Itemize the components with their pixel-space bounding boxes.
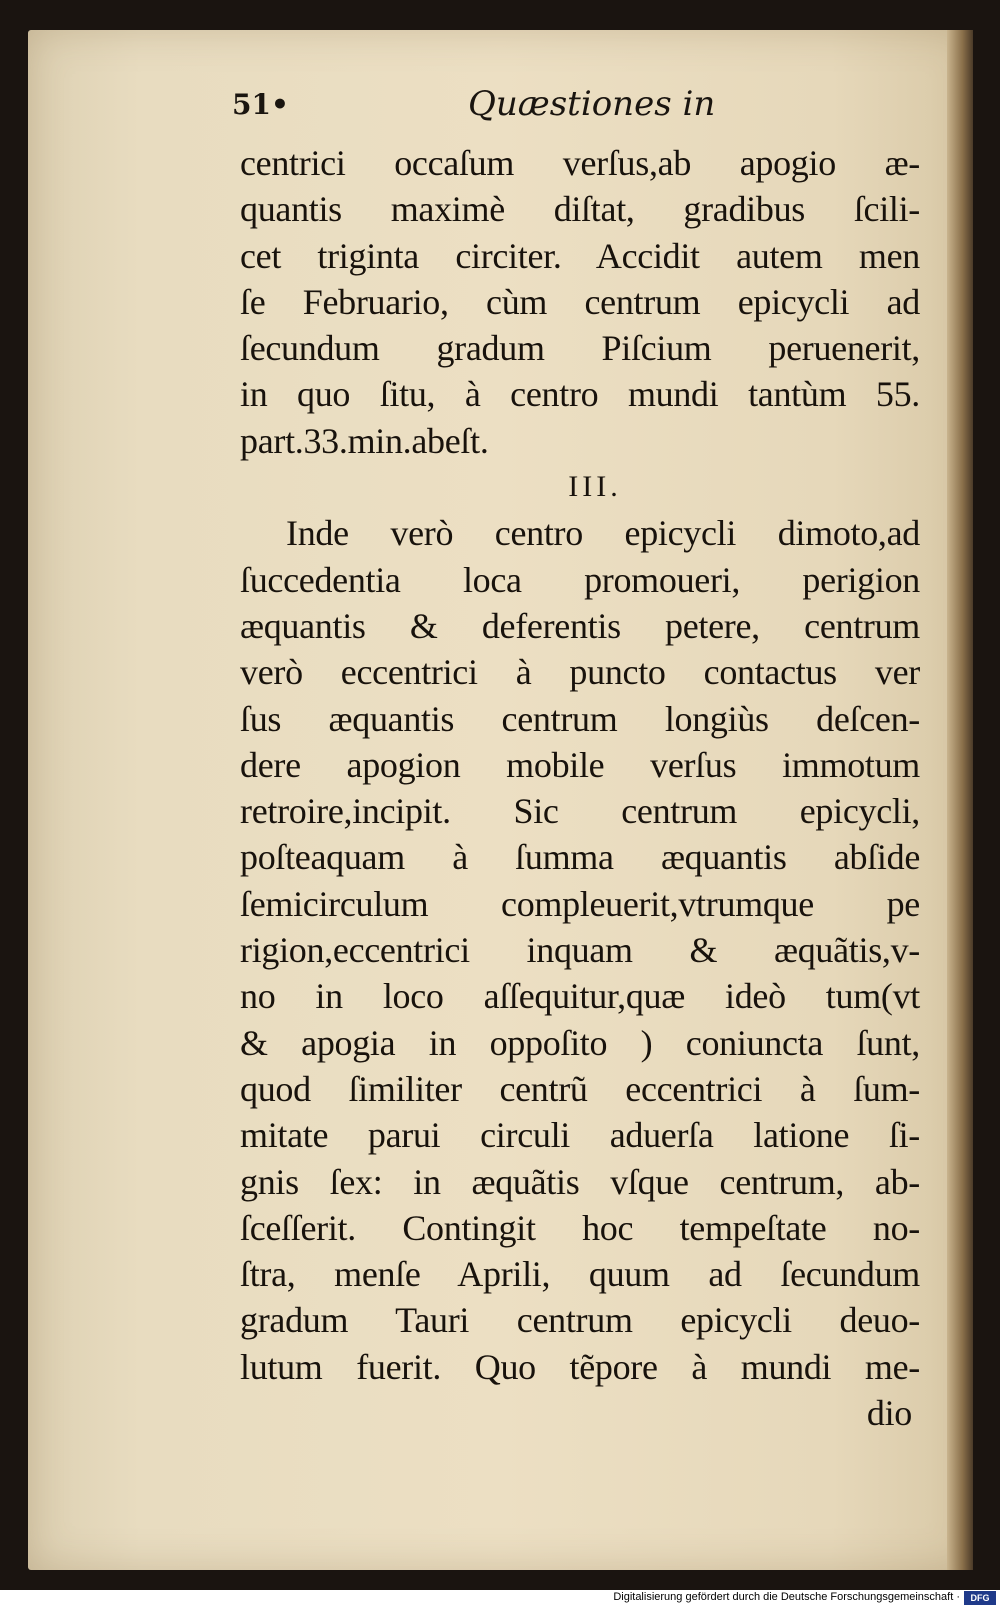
text-line: Inde verò centro epicycli dimoto,ad	[286, 513, 920, 554]
text-line: gnis ſex: in æquãtis vſque centrum, ab-	[240, 1161, 920, 1202]
text-line: ſecundum gradum Piſcium peruenerit,	[240, 328, 920, 369]
text-line: poſteaquam à ſumma æquantis abſide	[240, 837, 920, 878]
text-line: rigion,eccentrici inquam & æquãtis,v-	[240, 930, 920, 971]
text-line: part.33.min.abeſt.	[240, 420, 489, 461]
text-line: verò eccentrici à puncto contactus ver	[240, 652, 920, 693]
text-line: gradum Tauri centrum epicycli deuo-	[240, 1300, 920, 1341]
body-text	[240, 140, 920, 1436]
text-line: mitate parui circuli aduerſa latione ſi-	[240, 1115, 920, 1156]
text-line: cet triginta circiter. Accidit autem men	[240, 235, 920, 276]
text-line: no in loco aſſequitur,quæ ideò tum(vt	[240, 976, 920, 1017]
text-line: quod ſimiliter centrũ eccentrici à ſum-	[240, 1068, 920, 1109]
page-header	[232, 84, 932, 138]
text-line: ſe Februario, cùm centrum epicycli ad	[240, 281, 920, 322]
footer-credit: Digitalisierung gefördert durch die Deutsche Forschungsgemeinschaft ·	[613, 1591, 960, 1603]
page-number: 51•	[232, 88, 289, 121]
dfg-logo: DFG	[964, 1591, 996, 1605]
text-line: ſceſſerit. Contingit hoc tempeſtate no-	[240, 1207, 920, 1248]
text-line: ſus æquantis centrum longiùs deſcen-	[240, 698, 920, 739]
text-line: centrici occaſum verſus,ab apogio æ-	[240, 143, 920, 183]
text-line: ſtra, menſe Aprili, quum ad ſecundum	[240, 1254, 920, 1295]
text-line: quantis maximè diſtat, gradibus ſcili-	[240, 189, 920, 230]
text-line: dere apogion mobile verſus immotum	[240, 744, 920, 785]
text-line: æquantis & deferentis petere, centrum	[240, 605, 920, 646]
catchword: dio	[866, 1393, 912, 1434]
text-line: lutum fuerit. Quo tẽpore à mundi me-	[240, 1346, 920, 1387]
text-line: retroire,incipit. Sic centrum epicycli,	[240, 791, 920, 832]
running-head: Quæstiones in	[468, 84, 716, 124]
digitization-footer	[0, 1590, 1000, 1607]
section-numeral: III.	[568, 470, 622, 504]
text-line: ſuccedentia loca promoueri, perigion	[240, 559, 920, 600]
page-edge	[947, 30, 973, 1570]
text-line: in quo ſitu, à centro mundi tantùm 55.	[240, 374, 920, 415]
text-line: & apogia in oppoſito ) coniuncta ſunt,	[240, 1022, 920, 1063]
text-line: ſemicirculum compleuerit,vtrumque pe	[240, 883, 920, 924]
